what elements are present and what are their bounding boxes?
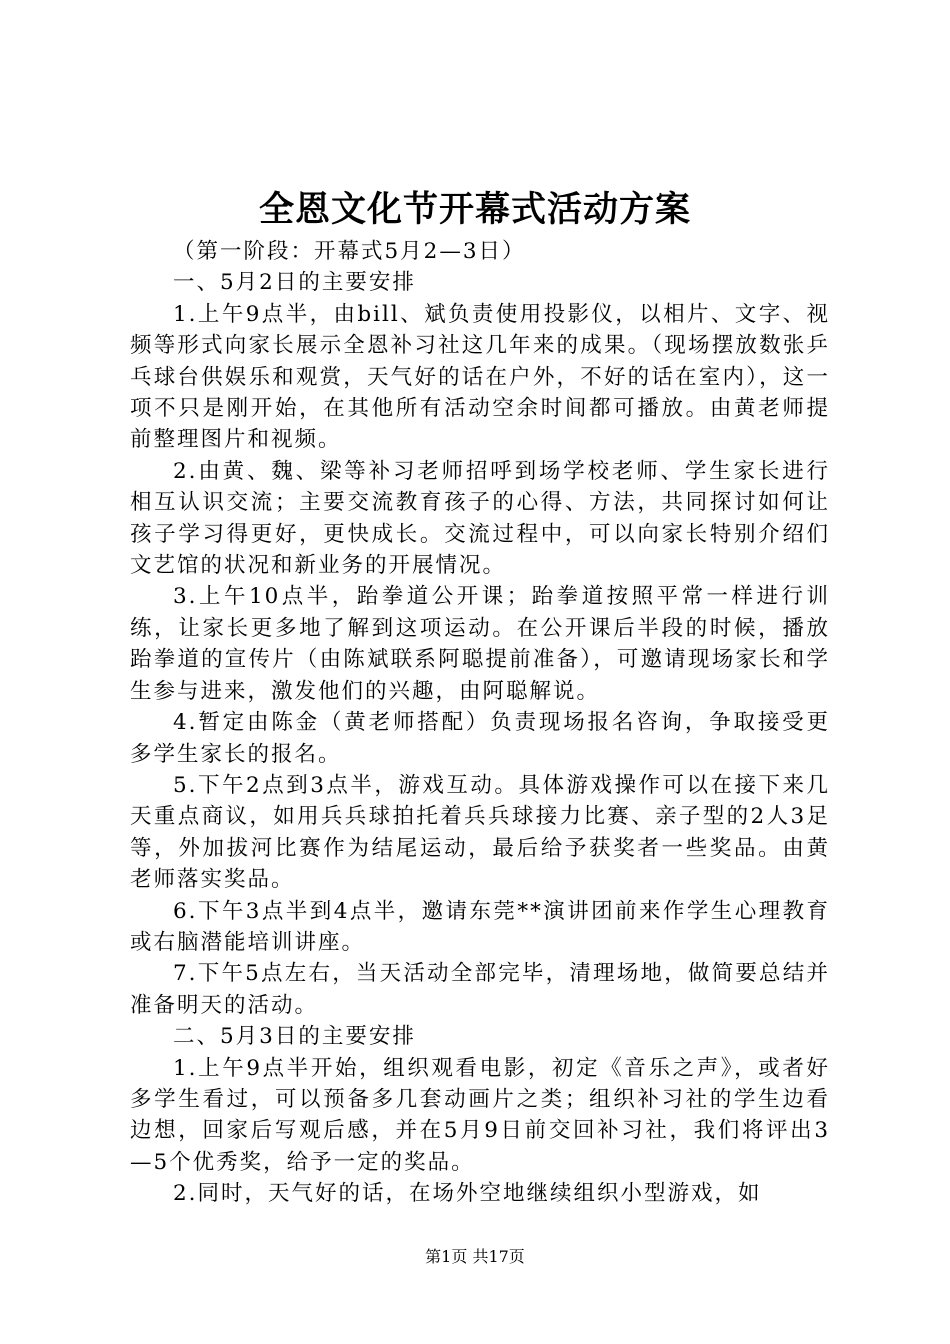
agenda-item: 2.由黄、魏、梁等补习老师招呼到场学校老师、学生家长进行相互认识交流；主要交流教育孩子的心得、方法，共同探讨如何让孩子学习得更好，更快成长。交流过程中，可以向家长特别介绍们文艺馆的状况和新业务的开展情况。 [130, 458, 830, 579]
page-number-footer: 第1页 共17页 [425, 1247, 525, 1266]
agenda-item: 1.上午9点半，由bill、斌负责使用投影仪，以相片、文字、视频等形式向家长展示全恩补习社这几年来的成果。（现场摆放数张乒乓球台供娱乐和观赏，天气好的话在户外，不好的话在室内），这一项不只是刚开始，在其他所有活动空余时间都可播放。由黄老师提前整理图片和视频。 [130, 301, 830, 453]
section-heading-may-2: 一、5月2日的主要安排 [173, 270, 416, 296]
agenda-item: 4.暂定由陈金（黄老师搭配）负责现场报名咨询，争取接受更多学生家长的报名。 [130, 710, 830, 767]
document-title: 全恩文化节开幕式活动方案 [258, 189, 691, 230]
section-heading-may-3: 二、5月3日的主要安排 [173, 1024, 416, 1050]
document-body [130, 236, 830, 1210]
agenda-item: 6.下午3点半到4点半，邀请东莞**演讲团前来作学生心理教育或右脑潜能培训讲座。 [130, 898, 830, 955]
agenda-item: 7.下午5点左右，当天活动全部完毕，清理场地，做简要总结并准备明天的活动。 [130, 961, 830, 1018]
agenda-item: 5.下午2点到3点半，游戏互动。具体游戏操作可以在接下来几天重点商议，如用兵兵球拍托着兵兵球接力比赛、亲子型的2人3足等，外加拔河比赛作为结尾运动，最后给予获奖者一些奖品。由黄老师落实奖品。 [130, 772, 830, 893]
agenda-item: 1.上午9点半开始，组织观看电影，初定《音乐之声》，或者好多学生看过，可以预备多几套动画片之类；组织补习社的学生边看边想，回家后写观后感，并在5月9日前交回补习社，我们将评出3—5个优秀奖，给予一定的奖品。 [130, 1055, 830, 1175]
agenda-item: 3.上午10点半，跆拳道公开课；跆拳道按照平常一样进行训练，让家长更多地了解到这项运动。在公开课后半段的时候，播放跆拳道的宣传片（由陈斌联系阿聪提前准备），可邀请现场家长和学生参与进来，激发他们的兴趣，由阿聪解说。 [130, 584, 830, 704]
agenda-item: 2.同时，天气好的话，在场外空地继续组织小型游戏，如 [173, 1181, 762, 1207]
phase-subtitle: （第一阶段：开幕式5月2—3日） [173, 239, 526, 264]
